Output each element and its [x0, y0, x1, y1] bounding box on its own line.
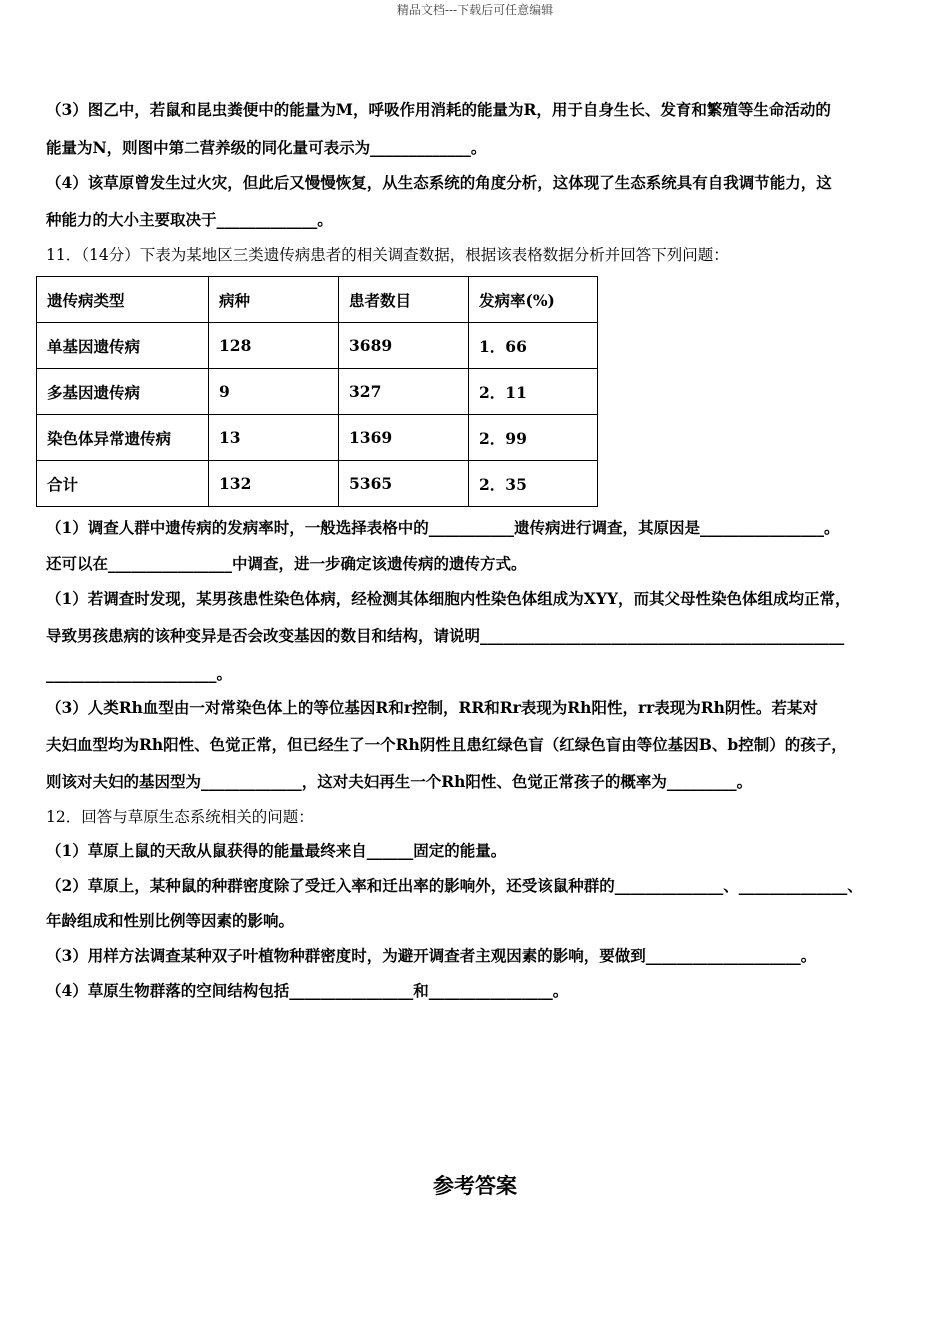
table-cell: 染色体异常遗传病 — [37, 415, 209, 461]
table-header-cell: 发病率(%) — [469, 277, 598, 323]
table-cell: 单基因遗传病 — [37, 323, 209, 369]
table-cell: 13 — [209, 415, 339, 461]
table-row — [37, 415, 598, 461]
q10-4-line1: （4）该草原曾发生过火灾，但此后又慢慢恢复，从生态系统的角度分析，这体现了生态系统具有自我调节能力，这 — [46, 173, 832, 192]
q11-3-line1: （3）人类Rh血型由一对常染色体上的等位基因R和r控制，RR和Rr表现为Rh阳性，rr表现为Rh阴性。若某对 — [46, 698, 818, 717]
q10-4-line2: 种能力的大小主要取决于_____________。 — [46, 210, 333, 229]
disease-table — [36, 276, 598, 507]
table-header-cell: 病种 — [209, 277, 339, 323]
table-cell: 132 — [209, 461, 339, 507]
q11-2-line2: 导致男孩患病的该种变异是否会改变基因的数目和结构，请说明_______________________________________________ — [46, 626, 845, 645]
table-cell: 9 — [209, 369, 339, 415]
q11-2-line1: （1）若调查时发现，某男孩患性染色体病，经检测其体细胞内性染色体组成为XYY，而其父母性染色体组成均正常， — [46, 589, 851, 608]
table-cell: 2．11 — [469, 369, 598, 415]
table-cell: 2．99 — [469, 415, 598, 461]
q10-3-line2: 能量为N，则图中第二营养级的同化量可表示为_____________。 — [46, 138, 487, 157]
table-cell: 2．35 — [469, 461, 598, 507]
answer-section-title: 参考答案 — [433, 1173, 517, 1198]
q11-intro: 11．（14分）下表为某地区三类遗传病患者的相关调查数据，根据该表格数据分析并回答下列问题： — [46, 246, 729, 264]
table-cell: 128 — [209, 323, 339, 369]
table-header-cell: 患者数目 — [339, 277, 469, 323]
table-cell: 合计 — [37, 461, 209, 507]
table-header-cell: 遗传病类型 — [37, 277, 209, 323]
table-row — [37, 461, 598, 507]
q11-1-line2: 还可以在________________中调查，进一步确定该遗传病的遗传方式。 — [46, 554, 527, 573]
q11-3-line3: 则该对夫妇的基因型为_____________，这对夫妇再生一个Rh阳性、色觉正常孩子的概率为_________。 — [46, 772, 753, 791]
page-header: 精品文档---下载后可任意编辑 — [396, 3, 554, 17]
q10-3-line1: （3）图乙中，若鼠和昆虫粪便中的能量为M，呼吸作用消耗的能量为R，用于自身生长、发育和繁殖等生命活动的 — [46, 100, 831, 119]
q11-2-line3: ______________________。 — [46, 664, 233, 683]
table-cell: 3689 — [339, 323, 469, 369]
q11-1-line1: （1）调查人群中遗传病的发病率时，一般选择表格中的___________遗传病进行调查，其原因是________________。 — [46, 518, 840, 537]
table-header-row — [37, 277, 598, 323]
table-cell: 5365 — [339, 461, 469, 507]
q12-1: （1）草原上鼠的天敌从鼠获得的能量最终来自______固定的能量。 — [46, 841, 507, 860]
q12-2-line2: 年龄组成和性别比例等因素的影响。 — [46, 911, 295, 930]
table-cell: 1．66 — [469, 323, 598, 369]
q12-4: （4）草原生物群落的空间结构包括________________和________________。 — [46, 981, 569, 1000]
q12-intro: 12．回答与草原生态系统相关的问题： — [46, 808, 314, 826]
table-cell: 327 — [339, 369, 469, 415]
q11-3-line2: 夫妇血型均为Rh阳性、色觉正常，但已经生了一个Rh阴性且患红绿色盲（红绿色盲由等位基因B、b控制）的孩子， — [46, 735, 847, 754]
table-cell: 多基因遗传病 — [37, 369, 209, 415]
q12-3: （3）用样方法调查某种双子叶植物种群密度时，为避开调查者主观因素的影响，要做到____________________。 — [46, 946, 817, 965]
table-row — [37, 369, 598, 415]
table-cell: 1369 — [339, 415, 469, 461]
table-row — [37, 323, 598, 369]
q12-2-line1: （2）草原上，某种鼠的种群密度除了受迁入率和迁出率的影响外，还受该鼠种群的______________、______________、 — [46, 876, 863, 895]
